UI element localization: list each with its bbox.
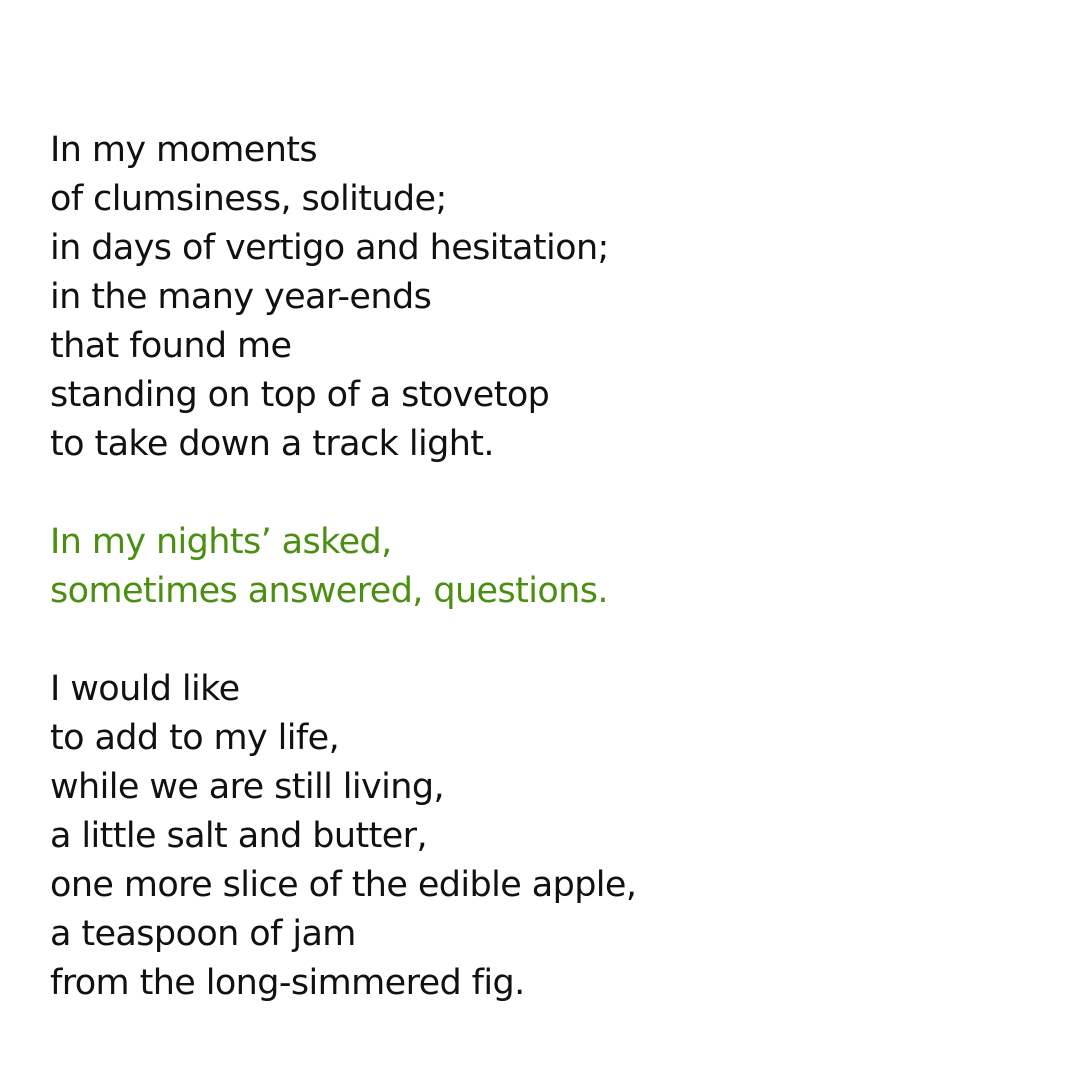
poem-line: I would like (50, 669, 240, 709)
poem-line: sometimes answered, questions. (50, 571, 608, 611)
poem-line: in the many year-ends (50, 277, 432, 317)
poem-line: while we are still living, (50, 767, 444, 807)
poem-line: a teaspoon of jam (50, 914, 356, 954)
poem-line: of clumsiness, solitude; (50, 179, 447, 219)
stanza-1 (50, 126, 1050, 469)
stanza-3 (50, 665, 1050, 1008)
poem-line: that found me (50, 326, 292, 366)
poem-line: from the long-simmered fig. (50, 963, 525, 1003)
stanza-2-highlighted (50, 518, 1050, 616)
poem-line: one more slice of the edible apple, (50, 865, 637, 905)
poem-line: In my nights’ asked, (50, 522, 392, 562)
poem-line: in days of vertigo and hesitation; (50, 228, 609, 268)
poem-line: standing on top of a stovetop (50, 375, 550, 415)
poem-line: to add to my life, (50, 718, 340, 758)
poem-line: to take down a track light. (50, 424, 494, 464)
poem-text (50, 126, 1050, 1008)
poem-line: a little salt and butter, (50, 816, 427, 856)
poem-line: In my moments (50, 130, 318, 170)
